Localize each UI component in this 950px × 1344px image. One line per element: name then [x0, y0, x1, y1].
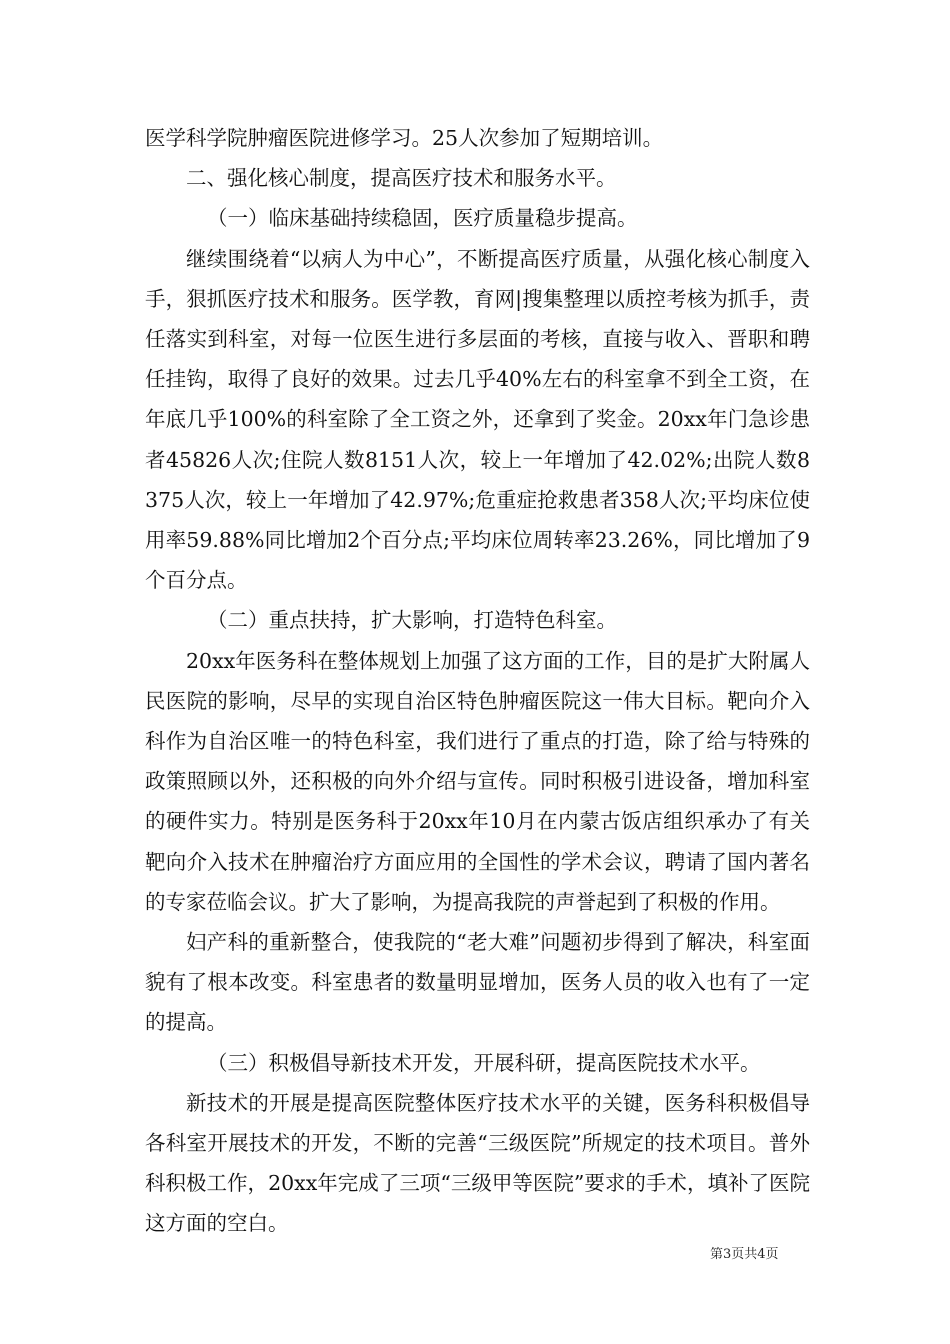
paragraph-continuation: 医学科学院肿瘤医院进修学习。25人次参加了短期培训。: [145, 126, 664, 150]
subsection-heading-2: （二）重点扶持，扩大影响，打造特色科室。: [207, 608, 617, 633]
subsection-heading-3: （三）积极倡导新技术开发，开展科研，提高医院技术水平。: [207, 1050, 761, 1075]
document-body: [145, 118, 810, 1244]
paragraph-quality: 继续围绕着“以病人为中心”，不断提高医疗质量，从强化核心制度入手，狠抓医疗技术和服务。医学教，育网|搜集整理以质控考核为抓手，责任落实到科室，对每一位医生进行多层面的考核，直接与收入、晋职和聘任挂钩，取得了良好的效果。过去几乎40%左右的科室拿不到全工资，在年底几乎100%的科室除了全工资之外，还拿到了奖金。20xx年门急诊患者45826人次;住院人数8151人次，较上一年增加了42.02%;出院人数8375人次，较上一年增加了42.97%;危重症抢救患者358人次;平均床位使用率59.88%同比增加2个百分点;平均床位周转率23.26%，同比增加了9个百分点。: [145, 246, 810, 593]
page-number: 第3页共4页: [710, 1247, 779, 1262]
paragraph-new-technology: 新技术的开展是提高医院整体医疗技术水平的关键，医务科积极倡导各科室开展技术的开发，不断的完善“三级医院”所规定的技术项目。普外科积极工作，20xx年完成了三项“三级甲等医院”要求的手术，填补了医院这方面的空白。: [145, 1090, 810, 1236]
paragraph-featured-department: 20xx年医务科在整体规划上加强了这方面的工作，目的是扩大附属人民医院的影响，尽早的实现自治区特色肿瘤医院这一伟大目标。靶向介入科作为自治区唯一的特色科室，我们进行了重点的打造，除了给与特殊的政策照顾以外，还积极的向外介绍与宣传。同时积极引进设备，增加科室的硬件实力。特别是医务科于20xx年10月在内蒙古饭店组织承办了有关靶向介入技术在肿瘤治疗方面应用的全国性的学术会议，聘请了国内著名的专家莅临会议。扩大了影响，为提高我院的声誉起到了积极的作用。: [145, 648, 810, 914]
paragraph-obstetrics: 妇产科的重新整合，使我院的“老大难”问题初步得到了解决，科室面貌有了根本改变。科室患者的数量明显增加，医务人员的收入也有了一定的提高。: [145, 930, 810, 1035]
section-heading-2: 二、强化核心制度，提高医疗技术和服务水平。: [186, 166, 617, 191]
subsection-heading-1: （一）临床基础持续稳固，医疗质量稳步提高。: [207, 206, 638, 231]
